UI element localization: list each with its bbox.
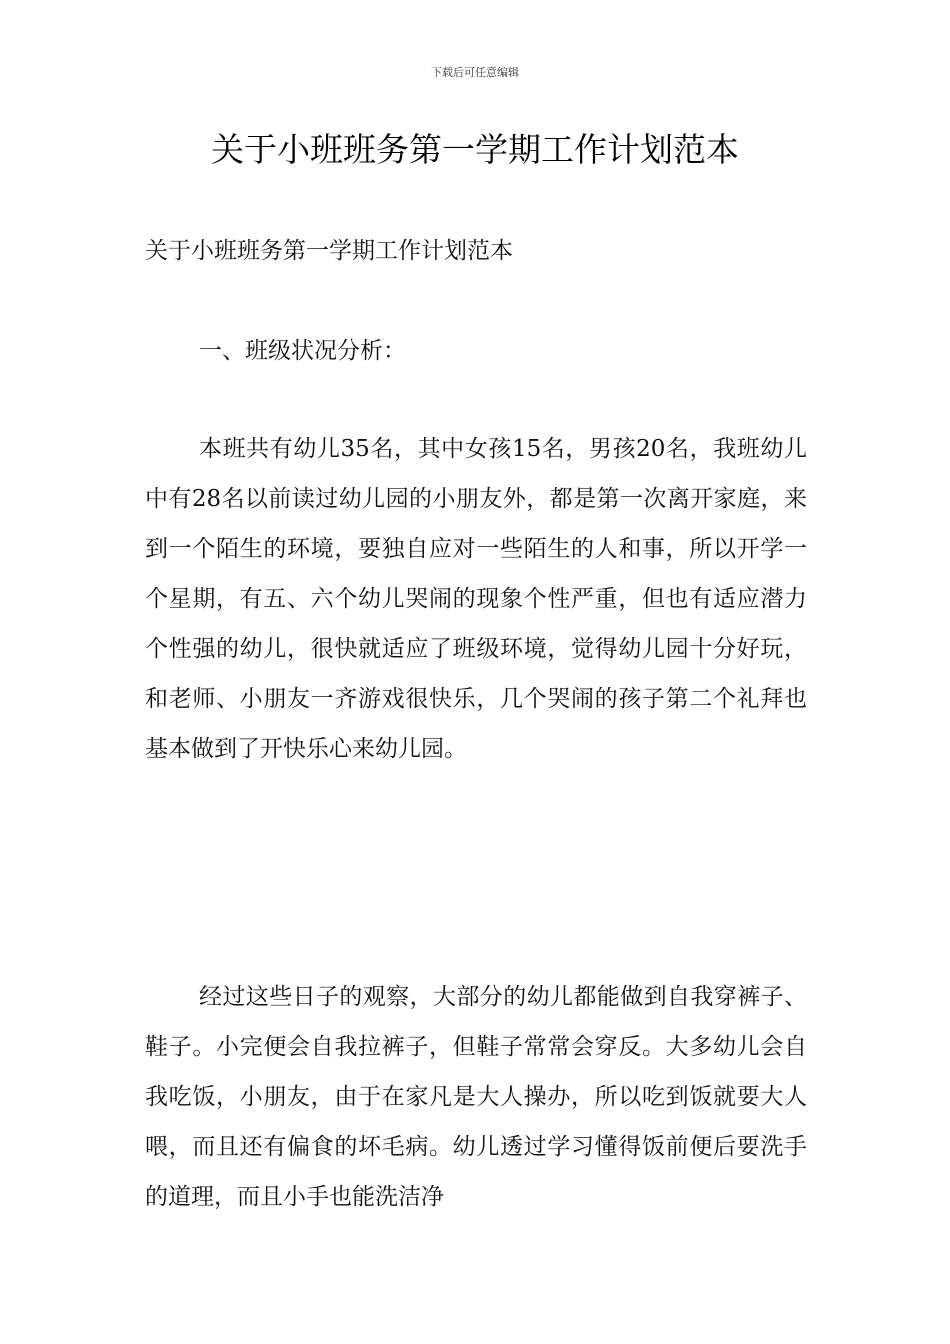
paragraph: 本班共有幼儿35名，其中女孩15名，男孩20名，我班幼儿中有28名以前读过幼儿园的小朋友外，都是第一次离开家庭，来到一个陌生的环境，要独自应对一些陌生的人和事，所以开学一个星期，有五、六个幼儿哭闹的现象个性严重，但也有适应潜力个性强的幼儿，很快就适应了班级环境，觉得幼儿园十分好玩，和老师、小朋友一齐游戏很快乐，几个哭闹的孩子第二个礼拜也基本做到了开快乐心来幼儿园。 bbox=[145, 436, 807, 762]
header-note: 下载后可任意编辑 bbox=[431, 66, 519, 79]
document-subtitle: 关于小班班务第一学期工作计划范本 bbox=[145, 238, 513, 264]
section-heading: 一、班级状况分析： bbox=[199, 338, 406, 364]
paragraph: 经过这些日子的观察，大部分的幼儿都能做到自我穿裤子、鞋子。小完便会自我拉裤子，但鞋子常常会穿反。大多幼儿会自我吃饭，小朋友，由于在家凡是大人操办，所以吃到饭就要大人喂，而且还有偏食的坏毛病。幼儿透过学习懂得饭前便后要洗手的道理，而且小手也能洗洁净 bbox=[145, 984, 807, 1210]
document-title: 关于小班班务第一学期工作计划范本 bbox=[211, 130, 739, 169]
